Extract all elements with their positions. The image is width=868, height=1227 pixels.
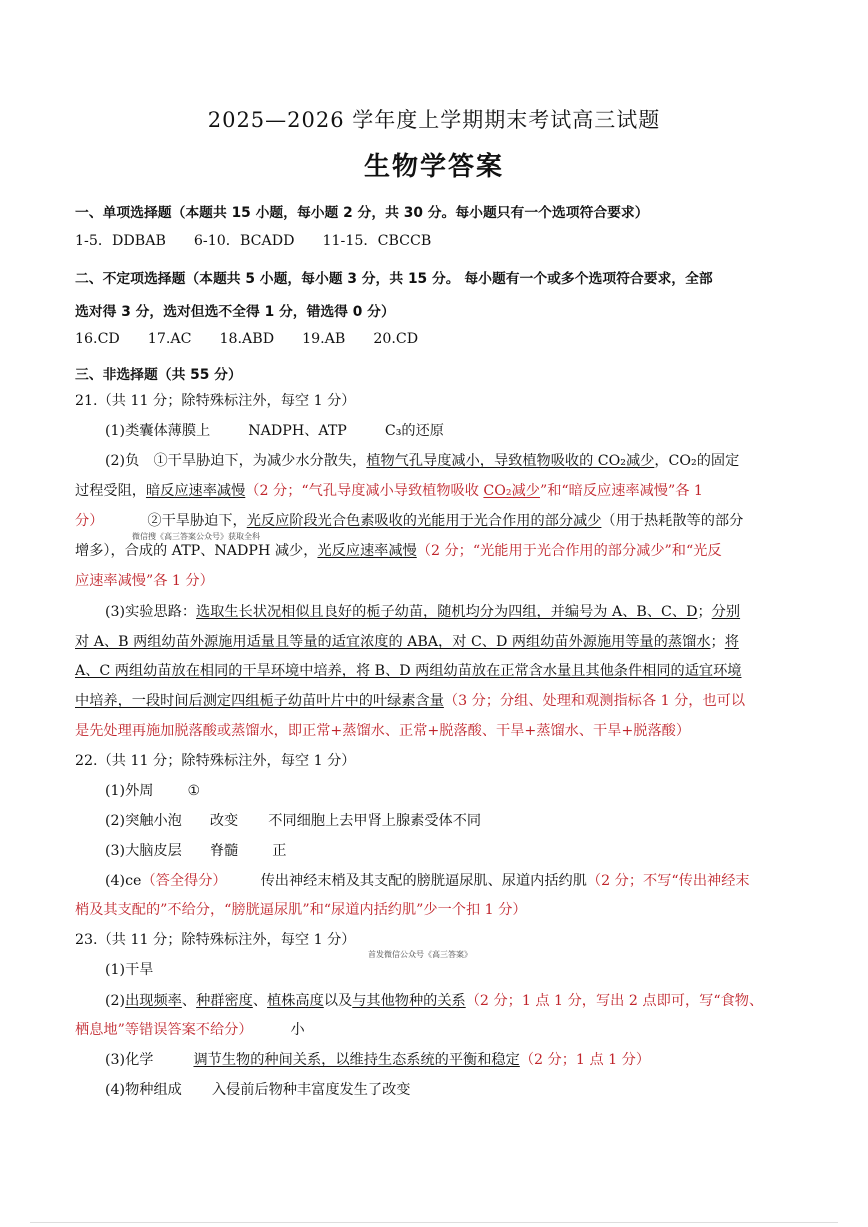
section1-heading: 一、单项选择题（本题共 15 小题，每小题 2 分，共 30 分。每小题只有一个选项符合要求） bbox=[75, 205, 649, 221]
watermark: 首发微信公众号《高三答案》 bbox=[368, 950, 472, 959]
q23-p2-answer-b: 小 bbox=[290, 1022, 305, 1038]
answer-20: 20.CD bbox=[373, 331, 419, 347]
q21-p2-text: （用于热耗散等的部分 bbox=[601, 513, 744, 529]
q21-part3-line2 bbox=[75, 632, 739, 652]
answer-19: 19.AB bbox=[302, 331, 346, 347]
q21-p3-text: ； bbox=[710, 634, 725, 650]
watermark: 微信搜《高三答案公众号》获取全科 bbox=[132, 532, 260, 541]
q21-p1-answer-b: NADPH、ATP bbox=[248, 423, 347, 439]
q22-p2-answer-a: (2)突触小泡 bbox=[105, 813, 182, 829]
q21-part1 bbox=[105, 421, 444, 441]
q23-p2-text: 、 bbox=[181, 993, 197, 1009]
answer-6-10: 6-10．BCADD bbox=[193, 233, 295, 249]
section2-answers bbox=[75, 329, 418, 349]
q22-part3 bbox=[105, 841, 286, 861]
page-bottom-divider bbox=[30, 1222, 838, 1223]
q23-p3-answer-a: (3)化学 bbox=[105, 1052, 154, 1068]
q21-part3-line4 bbox=[75, 691, 745, 711]
q23-p2-scoring-note: （2 分；1 点 1 分，写出 2 点即可，写“食物、 bbox=[465, 993, 764, 1009]
q21-p2-scoring-note: 分） bbox=[75, 513, 104, 529]
section3-heading: 三、非选择题（共 55 分） bbox=[75, 367, 242, 383]
q21-p2-text: ，CO₂的固定 bbox=[654, 453, 740, 469]
exam-subtitle: 生物学答案 bbox=[363, 152, 504, 182]
q22-p1-answer-b: ① bbox=[187, 783, 201, 799]
q21-p1-answer-c: C₃的还原 bbox=[384, 423, 444, 439]
q21-part3-line3: A、C 两组幼苗放在相同的干旱环境中培养，将 B、D 两组幼苗放在正常含水量且其他条件相同的适宜环境 bbox=[75, 663, 742, 679]
q21-p2-key-phrase: 植物气孔导度减小，导致植物吸收的 CO₂减少 bbox=[366, 453, 655, 469]
q21-part3-line1 bbox=[105, 602, 740, 622]
q22-p2-answer-c: 不同细胞上去甲肾上腺素受体不同 bbox=[268, 813, 482, 829]
section2-heading-line1: 二、不定项选择题（本题共 5 小题，每小题 3 分，共 15 分。 每小题有一个或多个选项符合要求，全部 bbox=[75, 271, 713, 287]
q22-part1 bbox=[105, 781, 200, 801]
q21-part2-line1 bbox=[105, 451, 739, 471]
q23-p2-text: 以及 bbox=[323, 993, 353, 1009]
section2-heading-line2: 选对得 3 分，选对但选不全得 1 分，错选得 0 分） bbox=[75, 304, 395, 320]
q22-part4-line1 bbox=[105, 871, 750, 891]
q22-p1-answer-a: (1)外周 bbox=[105, 783, 154, 799]
q22-p2-answer-b: 改变 bbox=[209, 813, 239, 829]
q21-p2-key-phrase: 光反应阶段光合色素吸收的光能用于光合作用的部分减少 bbox=[246, 513, 602, 529]
exam-title: 2025—2026 学年度上学期期末考试高三试题 bbox=[207, 108, 661, 132]
q21-p2-scoring-note: ”和“暗反应速率减慢”各 1 bbox=[539, 483, 703, 499]
q22-p3-answer-b: 脊髓 bbox=[209, 843, 239, 859]
q22-header: 22.（共 11 分；除特殊标注外，每空 1 分） bbox=[75, 753, 356, 769]
q22-p4-scoring-note: （答全得分） bbox=[141, 873, 227, 889]
q22-part2 bbox=[105, 811, 481, 831]
q22-p4-answer-a: (4)ce bbox=[105, 873, 142, 889]
q22-p4-scoring-note: （2 分；不写“传出神经末 bbox=[586, 873, 750, 889]
q21-p2-scoring-note: （2 分；“气孔导度减小导致植物吸收 bbox=[245, 483, 484, 499]
q23-p2-key-phrase: 出现频率 bbox=[125, 993, 182, 1009]
q21-p3-key-phrase: 分别 bbox=[711, 604, 741, 620]
q21-p2-key-phrase: 暗反应速率减慢 bbox=[145, 483, 246, 499]
q23-part2-line2 bbox=[75, 1020, 305, 1040]
q21-p3-text: ； bbox=[697, 604, 712, 620]
q21-p1-answer-a: (1)类囊体薄膜上 bbox=[105, 423, 211, 439]
answer-1-5: 1-5．DDBAB bbox=[75, 233, 166, 249]
q21-p3-key-phrase: 对 A、B 两组幼苗外源施用适量且等量的适宜浓度的 ABA，对 C、D 两组幼苗外源施用等量的蒸馏水 bbox=[75, 634, 711, 650]
q23-p4-answer-a: (4)物种组成 bbox=[105, 1082, 182, 1098]
q23-p2-text: (2) bbox=[105, 993, 126, 1009]
q21-p3-key-phrase: 将 bbox=[724, 634, 739, 650]
answer-16: 16.CD bbox=[75, 331, 120, 347]
q21-part2-line3 bbox=[75, 511, 743, 531]
q23-p2-key-phrase: 与其他物种的关系 bbox=[352, 993, 466, 1009]
q21-p2-scoring-note: （2 分；“光能用于光合作用的部分减少”和“光反 bbox=[416, 543, 722, 559]
q23-p4-answer-b: 入侵前后物种丰富度发生了改变 bbox=[211, 1082, 411, 1098]
answer-18: 18.ABD bbox=[219, 331, 275, 347]
q23-p3-answer-b: 调节生物的种间关系，以维持生态系统的平衡和稳定 bbox=[193, 1052, 520, 1068]
q21-header: 21.（共 11 分；除特殊标注外，每空 1 分） bbox=[75, 393, 356, 409]
q23-part1: (1)干旱 bbox=[105, 962, 154, 978]
section1-answers bbox=[75, 231, 431, 251]
q21-part2-line5: 应速率减慢”各 1 分） bbox=[75, 573, 214, 589]
q22-p3-answer-c: 正 bbox=[272, 843, 287, 859]
q21-p2-text: 过程受阻， bbox=[75, 483, 146, 499]
q21-p3-key-phrase: 中培养，一段时间后测定四组栀子幼苗叶片中的叶绿素含量 bbox=[75, 693, 444, 709]
q23-p3-scoring-note: （2 分；1 点 1 分） bbox=[519, 1052, 651, 1068]
q21-p2-scoring-note: CO₂减少 bbox=[483, 483, 540, 499]
q23-part4 bbox=[105, 1080, 411, 1100]
q21-p3-text: (3)实验思路： bbox=[105, 604, 197, 620]
q23-part2-line1 bbox=[105, 991, 763, 1011]
q21-p2-text: ②干旱胁迫下， bbox=[147, 513, 247, 529]
q21-part2-line4 bbox=[75, 541, 722, 561]
q23-p2-key-phrase: 种群密度 bbox=[196, 993, 253, 1009]
q21-p3-scoring-note: （3 分；分组、处理和观测指标各 1 分，也可以 bbox=[443, 693, 746, 709]
q22-p4-answer-b: 传出神经末梢及其支配的膀胱逼尿肌、尿道内括约肌 bbox=[260, 873, 587, 889]
q21-p2-text: 增多），合成的 ATP、NADPH 减少， bbox=[75, 543, 318, 559]
q23-p2-scoring-note: 栖息地”等错误答案不给分） bbox=[75, 1022, 253, 1038]
answer-17: 17.AC bbox=[147, 331, 192, 347]
q23-p2-text: 、 bbox=[252, 993, 268, 1009]
q21-part3-line5: 是先处理再施加脱落酸或蒸馏水，即正常+蒸馏水、正常+脱落酸、干旱+蒸馏水、干旱+脱落酸） bbox=[75, 723, 691, 739]
answer-11-15: 11-15．CBCCB bbox=[322, 233, 432, 249]
q21-p3-key-phrase: 选取生长状况相似且良好的栀子幼苗，随机均分为四组，并编号为 A、B、C、D bbox=[196, 604, 698, 620]
q23-p2-key-phrase: 植株高度 bbox=[267, 993, 324, 1009]
q21-p2-text: (2)负 ①干旱胁迫下，为减少水分散失， bbox=[105, 453, 367, 469]
q22-p3-answer-a: (3)大脑皮层 bbox=[105, 843, 182, 859]
q22-part4-line2: 梢及其支配的”不给分，“膀胱逼尿肌”和“尿道内括约肌”少一个扣 1 分） bbox=[75, 902, 527, 918]
q21-part2-line2 bbox=[75, 481, 703, 501]
q21-p2-key-phrase: 光反应速率减慢 bbox=[317, 543, 417, 559]
q23-header: 23.（共 11 分；除特殊标注外，每空 1 分） bbox=[75, 932, 356, 948]
q23-part3 bbox=[105, 1050, 650, 1070]
